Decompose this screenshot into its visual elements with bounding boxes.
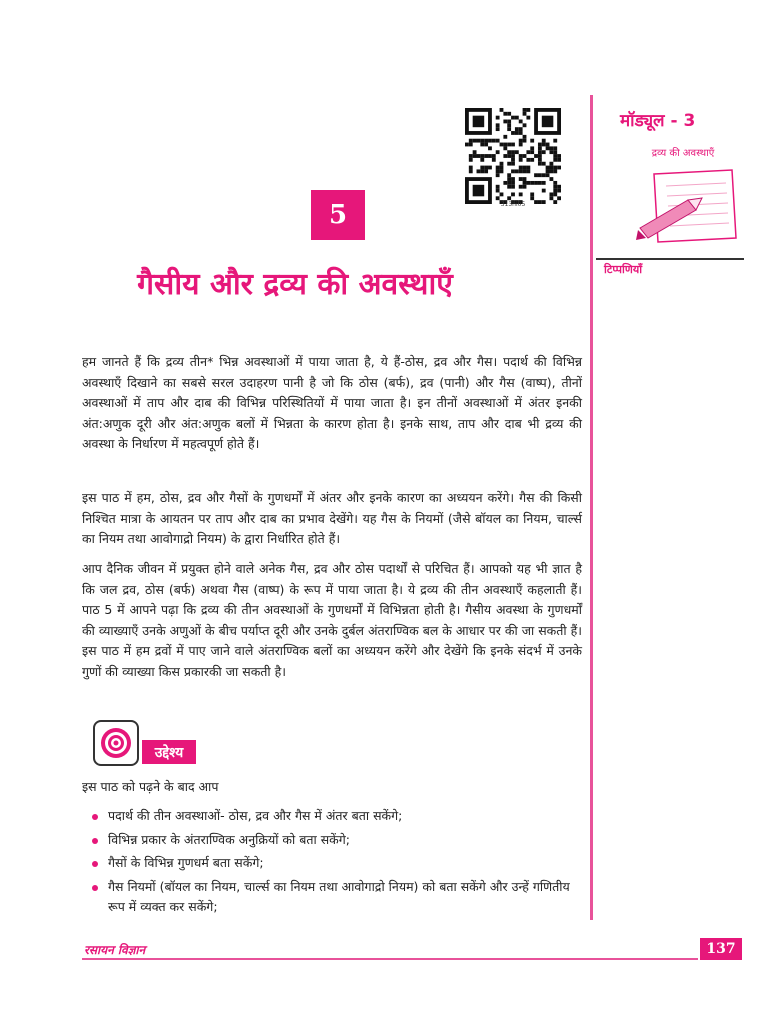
list-item — [82, 806, 582, 827]
objectives-intro: इस पाठ को पढ़ने के बाद आप — [82, 779, 219, 794]
page-number: 137 — [700, 938, 742, 960]
objective-text: गैसों के विभिन्न गुणधर्म बता सकेंगे; — [108, 855, 264, 871]
paragraph-3: आप दैनिक जीवन में प्रयुक्त होने वाले अनेक गैस, द्रव और ठोस पदार्थों से परिचित हैं। आपको यह भी ज्ञात है कि जल द्रव, ठोस (बर्फ) अथवा गैस (वाष्प) के रूप में पाया जाता है। ये द्रव्य की तीन अवस्थाएँ कहलाती हैं। पाठ 5 में आपने पढ़ा कि द्रव्य की तीन अवस्थाओं के गुणधर्मों में विभिन्नता होती है। गैसीय अवस्था के गुणधर्मों की व्याख्याएँ उनके अणुओं के बीच पर्याप्त दूरी और उनके दुर्बल अंतराण्विक बल के आधार पर की जा सकती हैं। इस पाठ में हम द्रवों में पाए जाने वाले अंतराण्विक बलों का अध्ययन करेंगे और देखेंगे कि इनके संदर्भ में उनके गुणों की व्याख्या किस प्रकारकी जा सकती है। — [82, 561, 582, 679]
notes-label: टिप्पणियाँ — [604, 263, 643, 276]
objective-text: विभिन्न प्रकार के अंतराण्विक अनुक्रियों को बता सकेंगे; — [108, 831, 351, 847]
list-item — [82, 830, 582, 851]
target-icon — [93, 720, 139, 766]
bullet-icon — [92, 861, 98, 867]
chapter-title: गैसीय और द्रव्य की अवस्थाएँ — [137, 267, 453, 302]
bullet-icon — [92, 885, 98, 891]
qr-caption: 313hi05 — [500, 201, 526, 208]
objectives-label: उद्देश्य — [142, 740, 196, 764]
notes-divider — [596, 258, 744, 260]
paragraph-1: हम जानते हैं कि द्रव्य तीन* भिन्न अवस्थाओं में पाया जाता है, ये हैं-ठोस, द्रव और गैस। पदार्थ की विभिन्न अवस्थाएँ दिखाने का सबसे सरल उदाहरण पानी है जो कि ठोस (बर्फ), द्रव (पानी) और गैस (वाष्प), तीनों अवस्थाओं में ताप और दाब की विभिन्न परिस्थितियों में पाया जाता है। इन तीनों अवस्थाओं में अंतर इनकी अंत:अणुक दूरी और अंत:अणुक बलों में भिन्नता के कारण होता है। इनके साथ, ताप और दाब भी द्रव्य की अवस्था के निर्धारण में महत्वपूर्ण होते हैं। — [82, 354, 582, 452]
bullet-icon — [92, 838, 98, 844]
list-item — [82, 853, 582, 874]
module-subtitle: द्रव्य की अवस्थाएँ — [651, 148, 715, 159]
list-item — [82, 877, 582, 918]
footer-divider — [82, 958, 698, 960]
bullet-icon — [92, 814, 98, 820]
footer-subject: रसायन विज्ञान — [84, 943, 146, 957]
chapter-number: 5 — [311, 190, 365, 240]
objectives-list — [82, 806, 582, 921]
module-title: मॉड्यूल - 3 — [620, 111, 696, 131]
margin-divider — [590, 95, 593, 920]
objective-text: पदार्थ की तीन अवस्थाओं- ठोस, द्रव और गैस में अंतर बता सकेंगे; — [108, 808, 403, 823]
notes-pencil-icon — [636, 168, 740, 246]
paragraph-2: इस पाठ में हम, ठोस, द्रव और गैसों के गुणधर्मों में अंतर और इनके कारण का अध्ययन करेंगे। गैस की किसी निश्चित मात्रा के आयतन पर ताप और दाब का प्रभाव देखेंगे। यह गैस के नियमों (जैसे बॉयल का नियम, चार्ल्स का नियम तथा आवोगाद्रो नियम) के द्वारा निर्धारित होते हैं। — [82, 490, 582, 547]
qr-code — [465, 108, 561, 204]
objective-text: गैस नियमों (बॉयल का नियम, चार्ल्स का नियम तथा आवोगाद्रो नियम) को बता सकेंगे और उन्हें गणितीय रूप में व्यक्त कर सकेंगे; — [108, 878, 570, 915]
